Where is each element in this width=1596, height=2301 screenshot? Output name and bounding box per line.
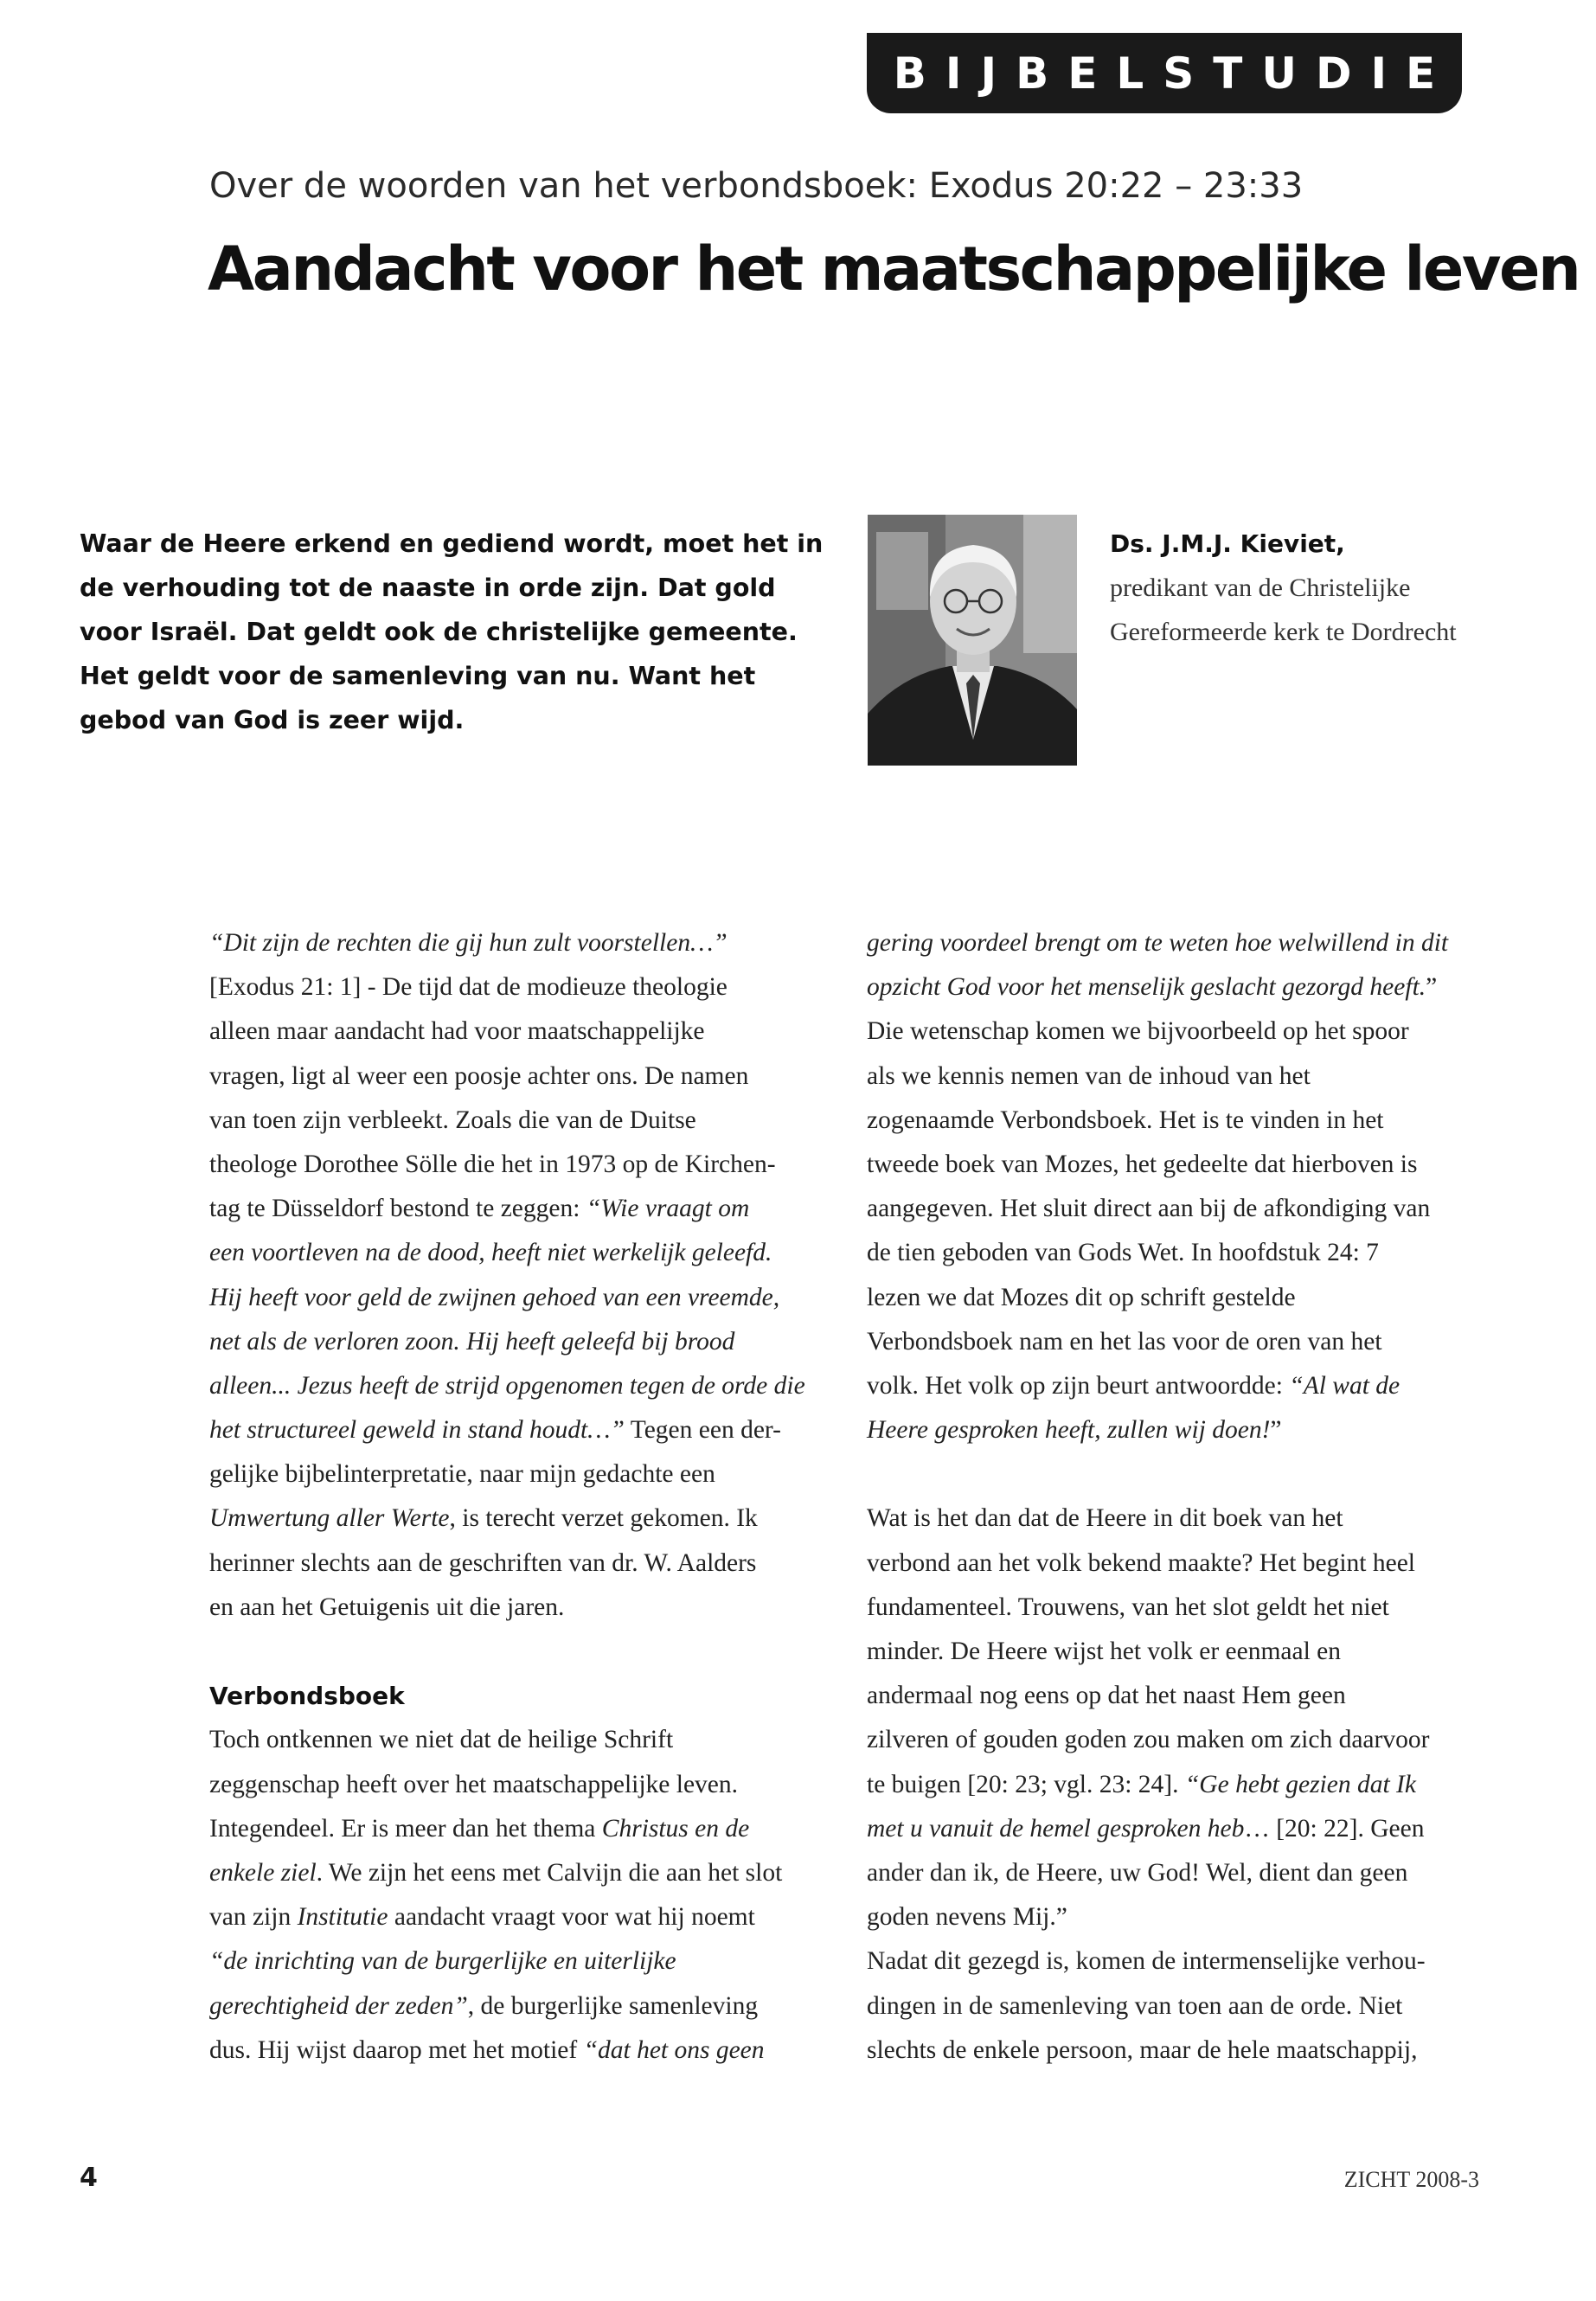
paragraph-gap	[867, 1452, 1472, 1497]
text-line: Toch ontkennen we niet dat de heilige Schrift	[209, 1726, 674, 1754]
text-line: [Exodus 21: 1] - De tijd dat de modieuze theologie	[209, 973, 727, 1002]
author-info	[1110, 522, 1490, 654]
text-line: het structureel geweld in stand houdt…” Tegen een der-	[209, 1416, 781, 1445]
intro-line: Het geldt voor de samenleving van nu. Want het	[80, 662, 756, 690]
text-line: met u vanuit de hemel gesproken heb… [20: 22]. Geen	[867, 1814, 1425, 1843]
text-line: herinner slechts aan de geschriften van dr. W. Aalders	[209, 1548, 757, 1577]
author-role: Gereformeerde kerk te Dordrecht	[1110, 618, 1457, 646]
author-role: predikant van de Christelijke	[1110, 574, 1411, 602]
text-line: Wat is het dan dat de Heere in dit boek van het	[867, 1504, 1343, 1533]
text-line: gerechtigheid der zeden”, de burgerlijke samenleving	[209, 1991, 759, 2020]
section-label: BIJBELSTUDIE	[867, 33, 1462, 113]
text-line: te buigen [20: 23; vgl. 23: 24]. “Ge hebt gezien dat Ik	[867, 1770, 1416, 1798]
intro-line: voor Israël. Dat geldt ook de christelijke gemeente.	[80, 618, 798, 646]
intro-paragraph	[80, 522, 824, 742]
text-line: enkele ziel. We zijn het eens met Calvijn die aan het slot	[209, 1858, 783, 1887]
issue-label: ZICHT 2008-3	[1343, 2167, 1479, 2192]
text-line: Integendeel. Er is meer dan het thema Christus en de	[209, 1814, 750, 1843]
intro-line: gebod van God is zeer wijd.	[80, 706, 465, 734]
text-line: zeggenschap heeft over het maatschappelijke leven.	[209, 1770, 739, 1798]
text-line: alleen maar aandacht had voor maatschappelijke	[209, 1017, 705, 1046]
text-line: fundamenteel. Trouwens, van het slot geldt het niet	[867, 1593, 1389, 1621]
text-line: zogenaamde Verbondsboek. Het is te vinden in het	[867, 1106, 1384, 1134]
text-line: goden nevens Mij.”	[867, 1903, 1067, 1932]
author-portrait-image	[868, 515, 1077, 766]
text-line: gering voordeel brengt om te weten hoe welwillend in dit	[867, 929, 1449, 957]
text-line: lezen we dat Mozes dit op schrift gestelde	[867, 1283, 1296, 1311]
text-line: minder. De Heere wijst het volk er eenmaal en	[867, 1638, 1341, 1665]
text-line: verbond aan het volk bekend maakte? Het begint heel	[867, 1548, 1416, 1577]
text-line: van zijn Institutie aandacht vraagt voor wat hij noemt	[209, 1903, 755, 1932]
text-line: opzicht God voor het menselijk geslacht gezorgd heeft.”	[867, 973, 1438, 1002]
text-line: theologe Dorothee Sölle die het in 1973 op de Kirchen-	[209, 1150, 776, 1178]
text-line: Die wetenschap komen we bijvoorbeeld op het spoor	[867, 1017, 1409, 1046]
author-photo	[868, 515, 1077, 766]
text-line: als we kennis nemen van de inhoud van het	[867, 1061, 1311, 1090]
body-column-right	[867, 921, 1472, 2073]
text-line: ander dan ik, de Heere, uw God! Wel, dient dan geen	[867, 1858, 1408, 1887]
author-name: Ds. J.M.J. Kieviet,	[1110, 529, 1345, 558]
text-line: zilveren of gouden goden zou maken om zich daarvoor	[867, 1726, 1430, 1754]
text-line: “de inrichting van de burgerlijke en uiterlijke	[209, 1947, 676, 1976]
text-line: dus. Hij wijst daarop met het motief “dat het ons geen	[209, 2035, 765, 2064]
text-line: een voortleven na de dood, heeft niet werkelijk geleefd.	[209, 1239, 772, 1267]
text-line: de tien geboden van Gods Wet. In hoofdstuk 24: 7	[867, 1239, 1379, 1267]
text-line: andermaal nog eens op dat het naast Hem geen	[867, 1682, 1346, 1710]
text-line: volk. Het volk op zijn beurt antwoordde: “Al wat de	[867, 1371, 1401, 1400]
text-line: vragen, ligt al weer een poosje achter ons. De namen	[209, 1061, 749, 1090]
text-line: tweede boek van Mozes, het gedeelte dat hierboven is	[867, 1150, 1418, 1178]
page-number: 4	[80, 2163, 98, 2193]
article-title: Aandacht voor het maatschappelijke leven	[208, 234, 1580, 304]
text-line: alleen... Jezus heeft de strijd opgenomen tegen de orde die	[209, 1371, 805, 1400]
intro-line: Waar de Heere erkend en gediend wordt, moet het in	[80, 529, 824, 558]
text-line: aangegeven. Het sluit direct aan bij de afkondiging van	[867, 1195, 1431, 1223]
text-line: net als de verloren zoon. Hij heeft geleefd bij brood	[209, 1327, 735, 1356]
section-heading: Verbondsboek	[209, 1682, 405, 1711]
text-line: gelijke bijbelinterpretatie, naar mijn gedachte een	[209, 1460, 715, 1489]
text-line: slechts de enkele persoon, maar de hele maatschappij,	[867, 2035, 1418, 2064]
intro-line: de verhouding tot de naaste in orde zijn. Dat gold	[80, 574, 776, 602]
text-line: Heere gesproken heeft, zullen wij doen!”	[867, 1416, 1282, 1445]
text-line: Hij heeft voor geld de zwijnen gehoed van een vreemde,	[209, 1283, 780, 1311]
article-subtitle: Over de woorden van het verbondsboek: Exodus 20:22 – 23:33	[209, 166, 1304, 206]
text-line: Nadat dit gezegd is, komen de intermenselijke verhou-	[867, 1947, 1426, 1976]
text-line: “Dit zijn de rechten die gij hun zult voorstellen…”	[209, 929, 727, 957]
body-column-left	[209, 921, 815, 2073]
text-line: Umwertung aller Werte, is terecht verzet gekomen. Ik	[209, 1504, 758, 1533]
text-line: dingen in de samenleving van toen aan de orde. Niet	[867, 1991, 1403, 2020]
text-line: en aan het Getuigenis uit die jaren.	[209, 1593, 565, 1621]
paragraph-gap	[209, 1630, 815, 1674]
text-line: tag te Düsseldorf bestond te zeggen: “Wie vraagt om	[209, 1195, 750, 1223]
text-line: van toen zijn verbleekt. Zoals die van de Duitse	[209, 1106, 696, 1134]
text-line: Verbondsboek nam en het las voor de oren van het	[867, 1327, 1382, 1356]
